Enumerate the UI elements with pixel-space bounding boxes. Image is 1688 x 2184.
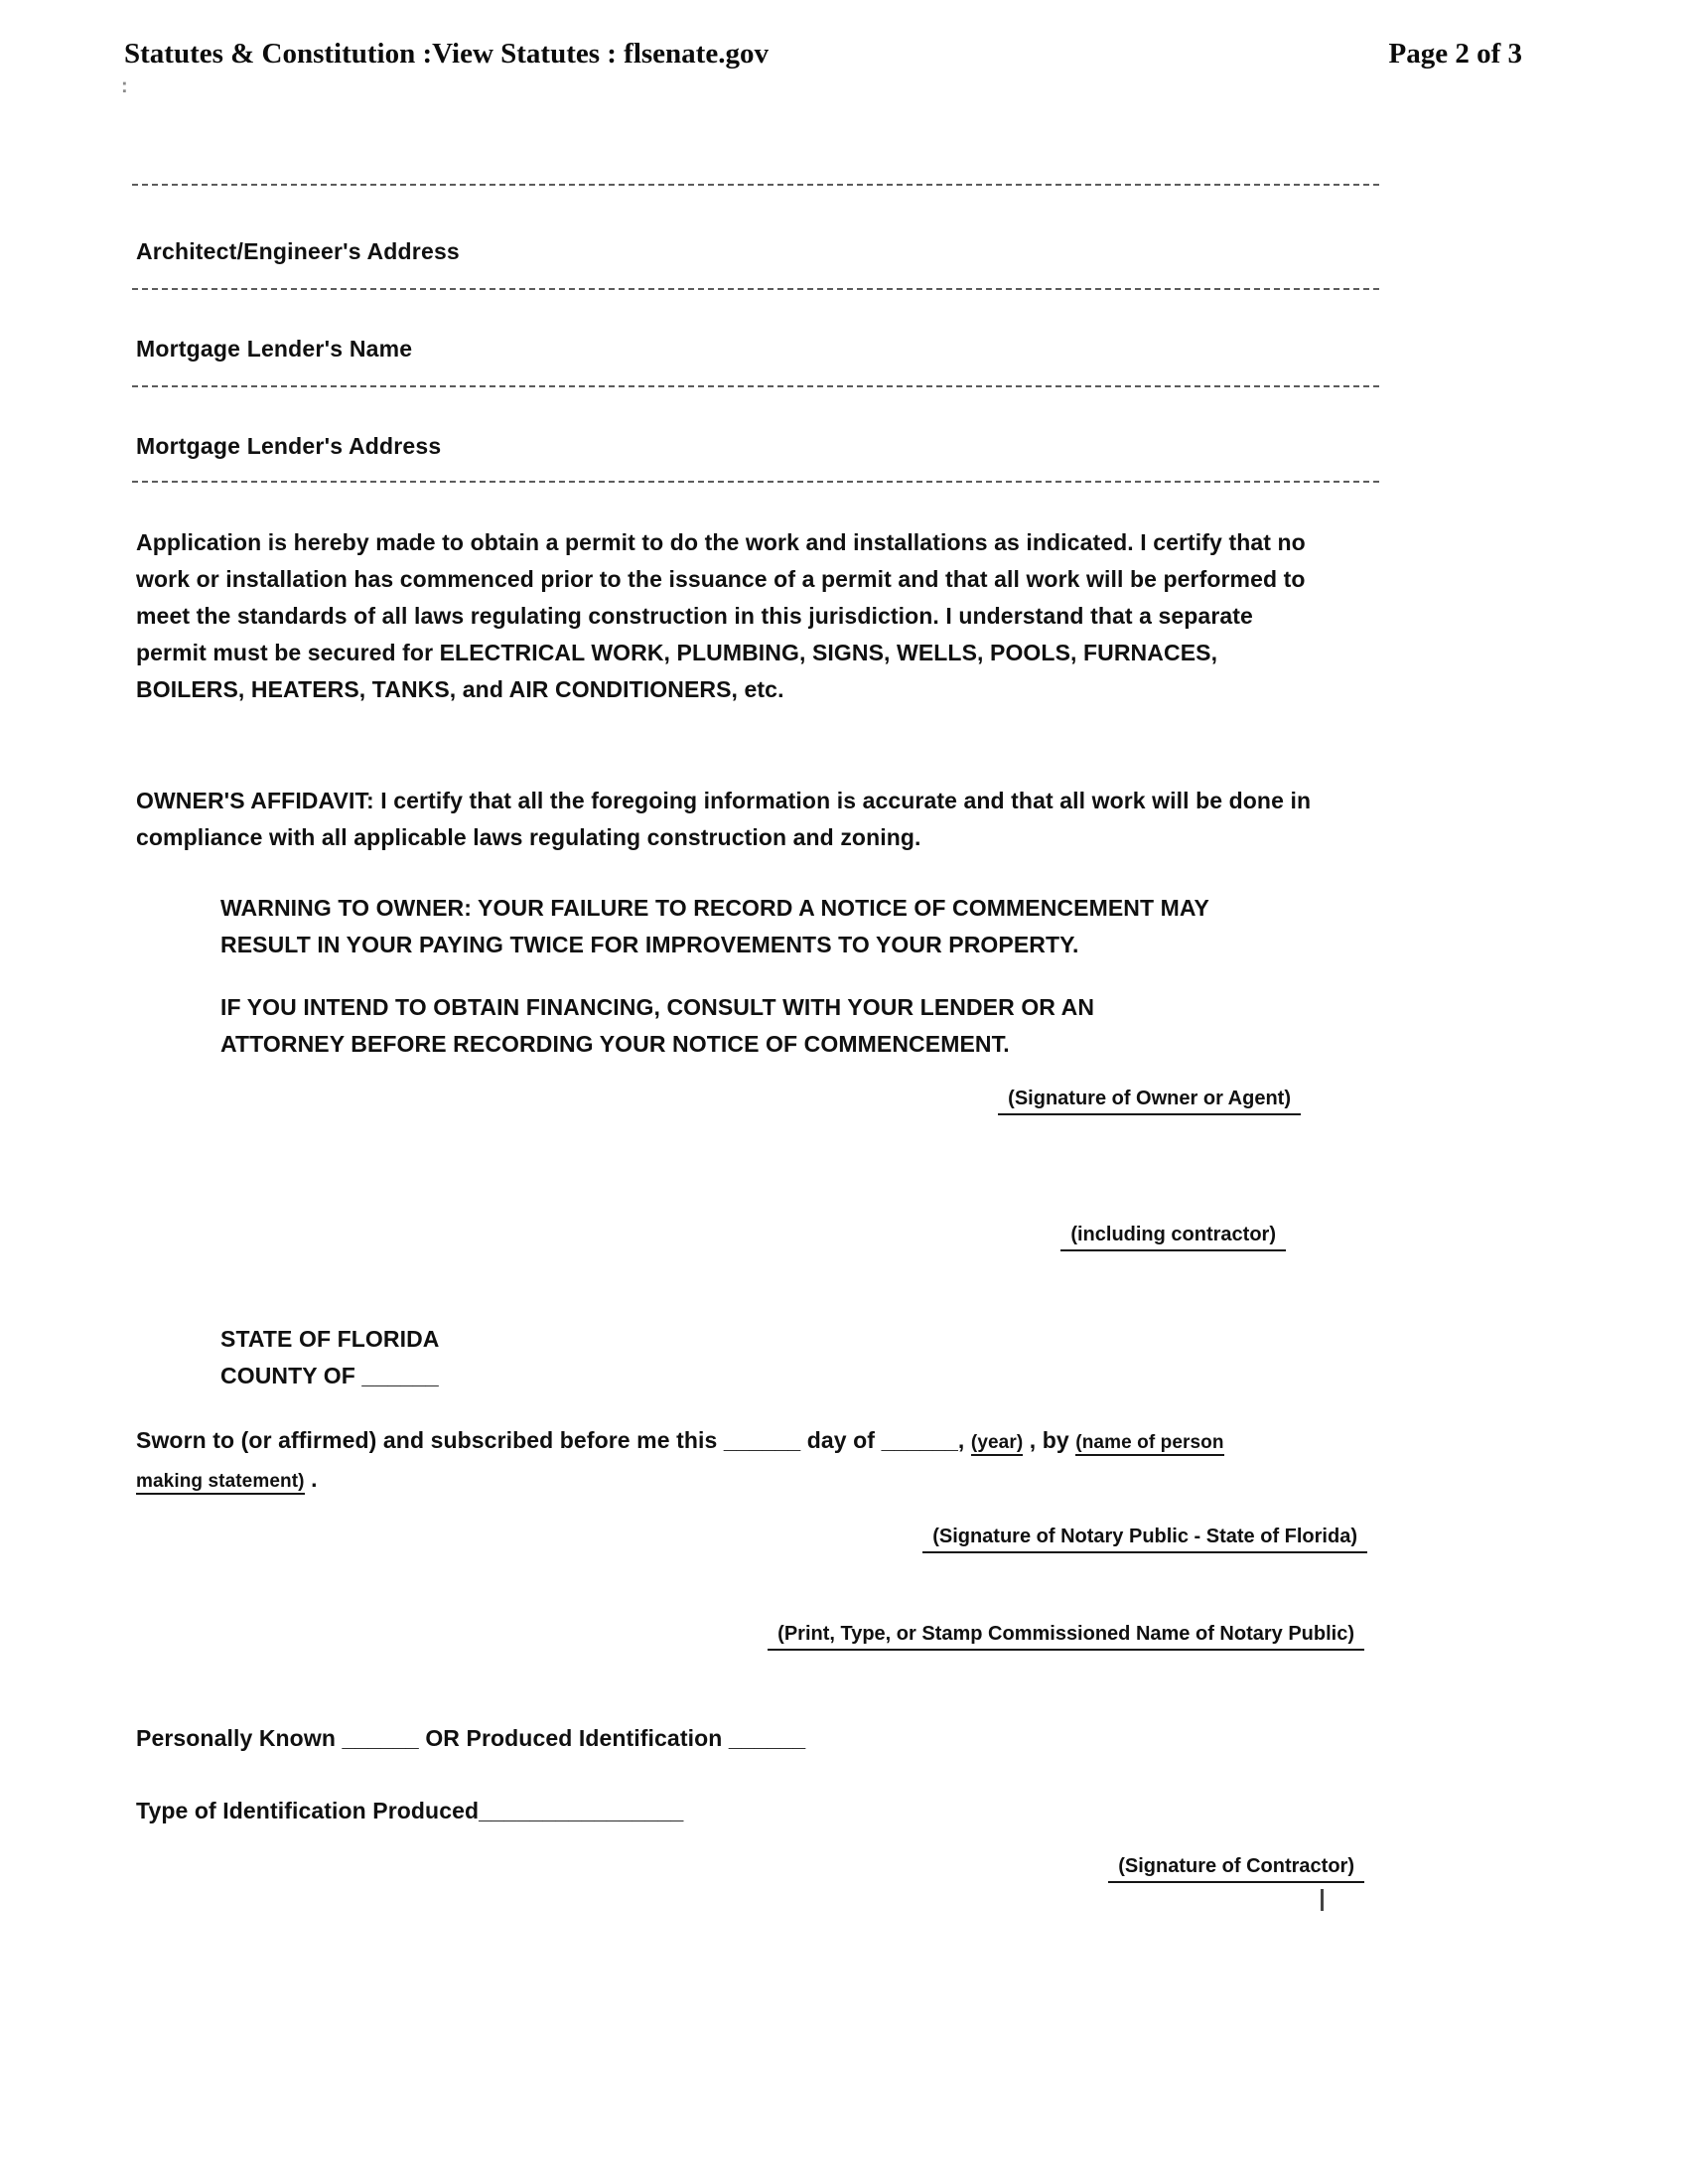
scan-artifact: :	[121, 75, 128, 97]
sworn-statement	[136, 1422, 1382, 1500]
type-of-identification-blank: ________________	[479, 1798, 684, 1823]
produced-identification-label: OR Produced Identification	[425, 1725, 729, 1751]
identification-line	[136, 1720, 805, 1757]
produced-identification-blank: ______	[728, 1725, 806, 1751]
dashed-rule-mortgage-lender-address	[132, 481, 1379, 483]
financing-notice: IF YOU INTEND TO OBTAIN FINANCING, CONSULT WITH YOUR LENDER OR AN ATTORNEY BEFORE RECORDING YOUR NOTICE OF COMMENCEMENT.	[220, 994, 1095, 1057]
dashed-rule-mortgage-lender-name	[132, 385, 1379, 387]
name-of-person-hint-line2: making statement)	[136, 1471, 305, 1495]
application-statement: Application is hereby made to obtain a permit to do the work and installations as indicated. I certify that no work or installation has commenced prior to the issuance of a permit and that all work will be performed to meet the standards of all laws regulating construction in this jurisdiction. I understand that a separate permit must be secured for ELECTRICAL WORK, PLUMBING, SIGNS, WELLS, POOLS, FURNACES, BOILERS, HEATERS, TANKS, and AIR CONDITIONERS, etc.	[136, 529, 1306, 702]
county-blank: ______	[361, 1363, 439, 1388]
signature-owner-or-agent-label: (Signature of Owner or Agent)	[998, 1088, 1301, 1115]
sworn-text-1: Sworn to (or affirmed) and subscribed before me this	[136, 1427, 724, 1453]
page-header	[124, 38, 1522, 71]
dashed-rule-top	[132, 184, 1379, 186]
year-hint: (year)	[971, 1432, 1023, 1456]
state-of-florida-label: STATE OF FLORIDA	[220, 1326, 440, 1352]
warning-to-owner: WARNING TO OWNER: YOUR FAILURE TO RECORD A NOTICE OF COMMENCEMENT MAY RESULT IN YOUR PAYING TWICE FOR IMPROVEMENTS TO YOUR PROPERTY.	[220, 895, 1209, 957]
signature-contractor-label: (Signature of Contractor)	[1108, 1855, 1364, 1883]
personally-known-label: Personally Known	[136, 1725, 343, 1751]
personally-known-blank: ______	[342, 1725, 426, 1751]
signature-notary-public-label: (Signature of Notary Public - State of Florida)	[922, 1526, 1367, 1553]
scan-artifact	[1321, 1889, 1324, 1911]
type-of-identification-label: Type of Identification Produced	[136, 1798, 480, 1823]
type-of-identification-line	[136, 1793, 683, 1829]
sworn-separator-1: ,	[957, 1427, 971, 1453]
header-title: Statutes & Constitution :View Statutes : flsenate.gov	[124, 38, 769, 70]
name-of-person-hint-line1: (name of person	[1075, 1432, 1223, 1456]
including-contractor-label: (including contractor)	[1060, 1224, 1286, 1251]
month-blank: ______	[881, 1427, 958, 1453]
county-of-line	[220, 1358, 439, 1394]
notary-commissioned-name-label: (Print, Type, or Stamp Commissioned Name of Notary Public)	[768, 1623, 1364, 1651]
owners-affidavit: OWNER'S AFFIDAVIT: I certify that all the foregoing information is accurate and that all work will be done in compliance with all applicable laws regulating construction and zoning.	[136, 788, 1312, 850]
field-label-mortgage-lender-address: Mortgage Lender's Address	[136, 433, 442, 459]
sworn-period: .	[304, 1466, 318, 1492]
header-page-number: Page 2 of 3	[1388, 38, 1522, 70]
dashed-rule-architect-engineer-address	[132, 288, 1379, 290]
field-label-architect-engineer-address: Architect/Engineer's Address	[136, 238, 460, 264]
sworn-text-2: day of	[806, 1427, 882, 1453]
field-label-mortgage-lender-name: Mortgage Lender's Name	[136, 336, 413, 362]
day-blank: ______	[723, 1427, 807, 1453]
sworn-separator-2: , by	[1023, 1427, 1076, 1453]
county-of-label: COUNTY OF	[220, 1363, 362, 1388]
